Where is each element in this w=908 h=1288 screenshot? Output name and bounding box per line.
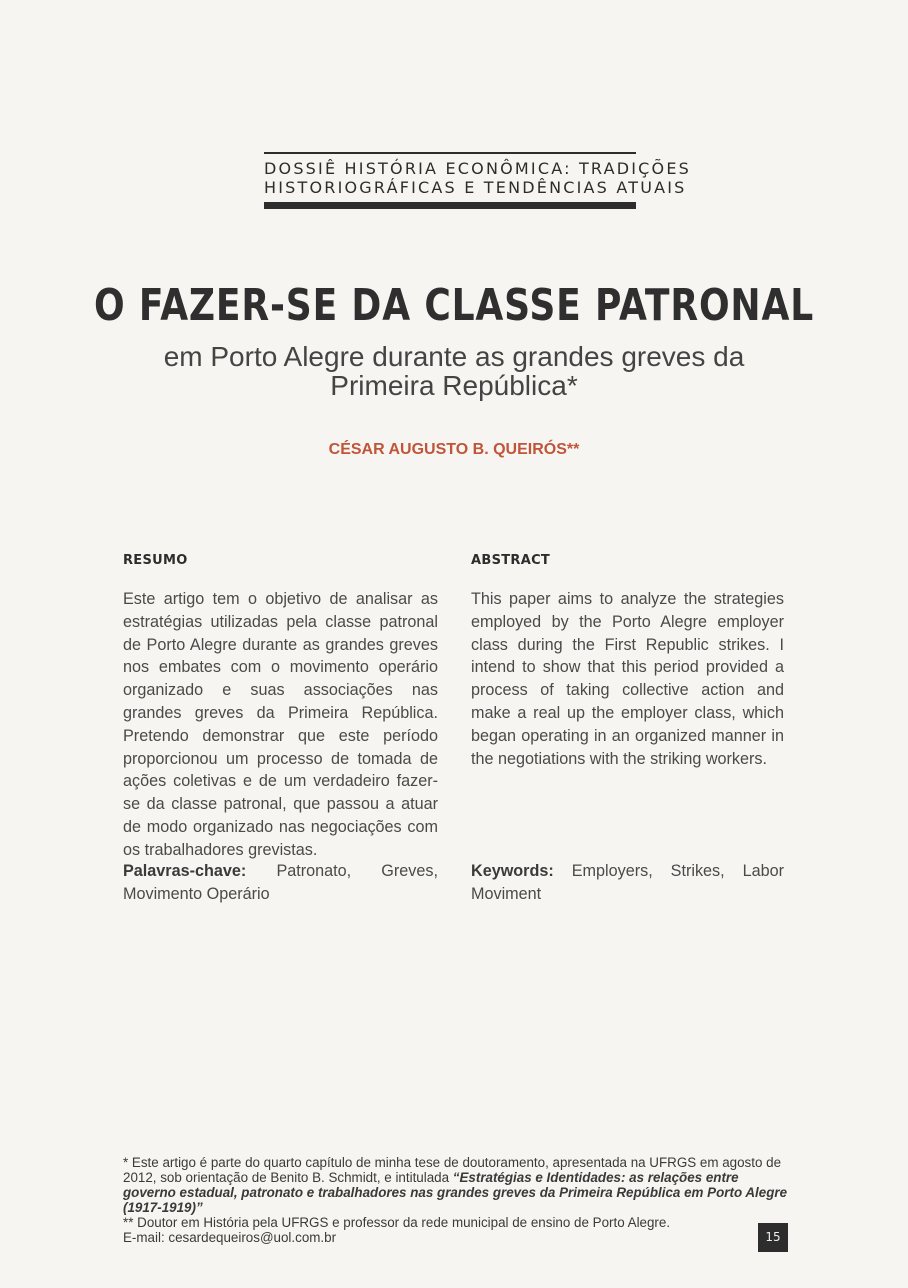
footnote-1 xyxy=(123,1155,788,1215)
resumo-text: Este artigo tem o objetivo de analisar as estratégias utilizadas pela classe patronal de Porto Alegre durante as grandes greves nos embates com o movimento operário organizado e suas associações nas grandes greves da Primeira República. Pretendo demonstrar que este período proporcionou um processo de tomada de ações coletivas e de um verdadeiro fazer-se da classe patronal, que passou a atuar de modo organizado nas negociações com os trabalhadores grevistas. xyxy=(123,590,438,859)
palavras-chave xyxy=(123,860,438,906)
header-rule-bottom xyxy=(264,202,636,209)
keywords xyxy=(471,860,784,906)
footnote-1-text: * Este artigo é parte do quarto capítulo de minha tese de doutoramento, apresentada na UFRGS em agosto de 2012, sob orientação de Benito B. Schmidt, e intitulada xyxy=(123,1155,782,1185)
abstract-heading: ABSTRACT xyxy=(471,553,551,568)
keywords-label: Keywords: xyxy=(471,862,572,880)
dossier-title-line-1: DOSSIÊ HISTÓRIA ECONÔMICA: TRADIÇÕES xyxy=(264,159,692,178)
header-rule-top xyxy=(264,152,636,154)
keywords-values: Employers, Strikes, Labor Moviment xyxy=(471,862,784,903)
footnote-1-thesis-title: “Estratégias e Identidades: as relações entre governo estadual, patronato e trabalhadores nas grandes greves da Primeira República em Porto Alegre (1917-1919)” xyxy=(123,1170,788,1215)
footnotes xyxy=(123,1155,788,1245)
author-email: E-mail: cesardequeiros@uol.com.br xyxy=(123,1230,337,1245)
article-subtitle: em Porto Alegre durante as grandes greves da Primeira República* xyxy=(163,341,745,401)
article-title: O FAZER-SE DA CLASSE PATRONAL xyxy=(93,280,815,331)
author-name: CÉSAR AUGUSTO B. QUEIRÓS** xyxy=(328,441,580,458)
abstract-text: This paper aims to analyze the strategies employed by the Porto Alegre employer class during the First Republic strikes. I intend to show that this period provided a process of taking collective action and make a real up the employer class, which began operating in an organized manner in the negotiations with the striking workers. xyxy=(471,590,784,768)
abstract-section xyxy=(471,553,784,770)
dossier-header xyxy=(264,152,692,209)
palavras-chave-values: Patronato, Greves, Movimento Operário xyxy=(123,862,438,903)
footnote-2: ** Doutor em História pela UFRGS e professor da rede municipal de ensino de Porto Alegre. xyxy=(123,1215,671,1230)
dossier-title-line-2: HISTORIOGRÁFICAS E TENDÊNCIAS ATUAIS xyxy=(264,178,687,197)
page-number: 15 xyxy=(758,1223,788,1252)
palavras-chave-label: Palavras-chave: xyxy=(123,862,277,880)
resumo-section xyxy=(123,553,438,862)
resumo-heading: RESUMO xyxy=(123,553,188,568)
